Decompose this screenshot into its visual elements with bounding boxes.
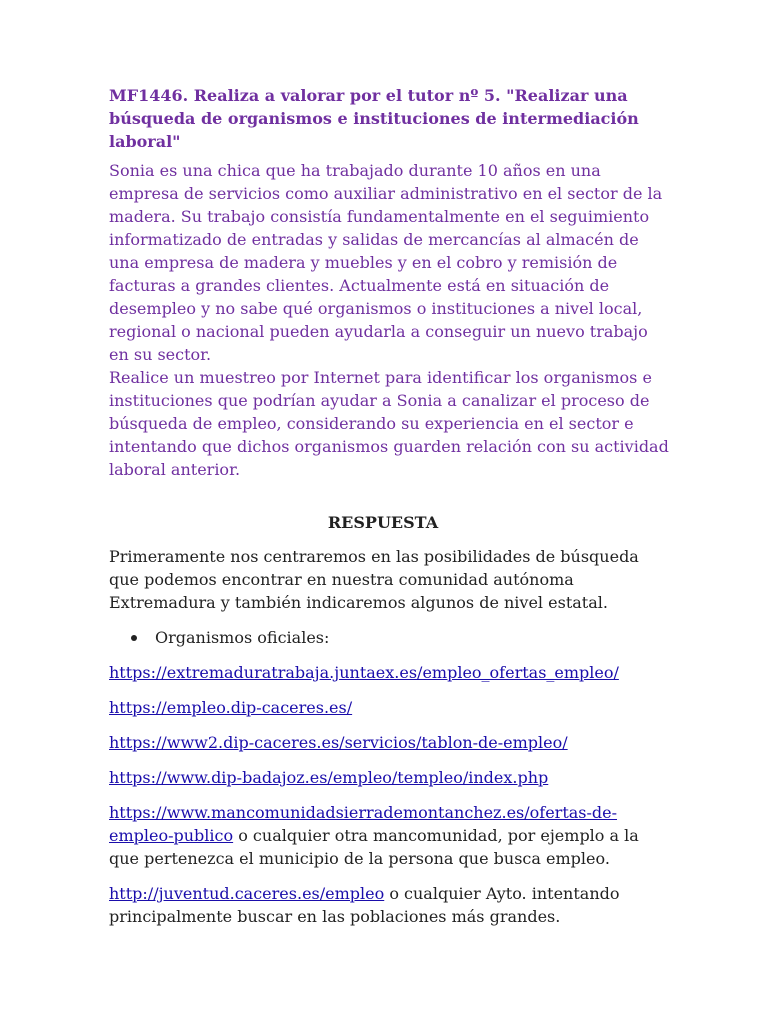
link-dip-badajoz[interactable]: https://www.dip-badajoz.es/empleo/templeo/index.php <box>109 768 549 787</box>
document-page <box>109 84 669 926</box>
statement-paragraph-1: Sonia es una chica que ha trabajado durante 10 años en una empresa de servicios como auxiliar administrativo en el sector de la madera. Su trabajo consistía fundamentalmente en el seguimiento informatizado de entradas y salidas de mercancías al almacén de una empresa de madera y muebles y en el cobro y remisión de facturas a grandes clientes. Actualmente está en situación de desempleo y no sabe qué organismos o instituciones a nivel local, regional o nacional pueden ayudarla a conseguir un nuevo trabajo en su sector. <box>109 161 663 364</box>
answer-intro: Primeramente nos centraremos en las posibilidades de búsqueda que podemos encontrar en nuestra comunidad autónoma Extremadura y también indicaremos algunos de nivel estatal. <box>109 547 639 612</box>
link-mancomunidad[interactable]: https://www.mancomunidadsierrademontanchez.es/ofertas-de-empleo-publico <box>109 803 618 845</box>
bullet-dot-icon <box>131 635 137 641</box>
document-title: MF1446. Realiza a valorar por el tutor nº 5. "Realizar una búsqueda de organismos e instituciones de intermediación laboral" <box>109 86 639 151</box>
statement-paragraph-2: Realice un muestreo por Internet para identificar los organismos e instituciones que podrían ayudar a Sonia a canalizar el proceso de búsqueda de empleo, considerando su experiencia en el sector e intentando que dichos organismos guarden relación con su actividad laboral anterior. <box>109 368 669 479</box>
bullet-list <box>109 626 669 649</box>
link-extremaduratrabaja[interactable]: https://extremaduratrabaja.juntaex.es/empleo_ofertas_empleo/ <box>109 663 619 682</box>
link-tablon-de-empleo[interactable]: https://www2.dip-caceres.es/servicios/tablon-de-empleo/ <box>109 733 568 752</box>
link-trailing-text: o cualquier Ayto. intentando principalmente buscar en las poblaciones más grandes. <box>109 884 620 926</box>
list-item <box>109 626 669 649</box>
link-paragraph-1 <box>109 661 669 684</box>
link-paragraph-5 <box>109 801 669 870</box>
link-trailing-text: o cualquier otra mancomunidad, por ejemplo a la que pertenezca el municipio de la persona que busca empleo. <box>109 826 639 868</box>
bullet-text: Organismos oficiales: <box>155 628 330 647</box>
link-juventud-caceres[interactable]: http://juventud.caceres.es/empleo <box>109 884 385 903</box>
link-empleo-dip-caceres[interactable]: https://empleo.dip-caceres.es/ <box>109 698 353 717</box>
link-paragraph-2 <box>109 696 669 719</box>
exercise-statement <box>109 159 669 481</box>
answer-heading: RESPUESTA <box>327 513 439 532</box>
answer-body <box>109 545 669 928</box>
link-paragraph-3 <box>109 731 669 754</box>
link-paragraph-6 <box>109 882 669 928</box>
link-paragraph-4 <box>109 766 669 789</box>
